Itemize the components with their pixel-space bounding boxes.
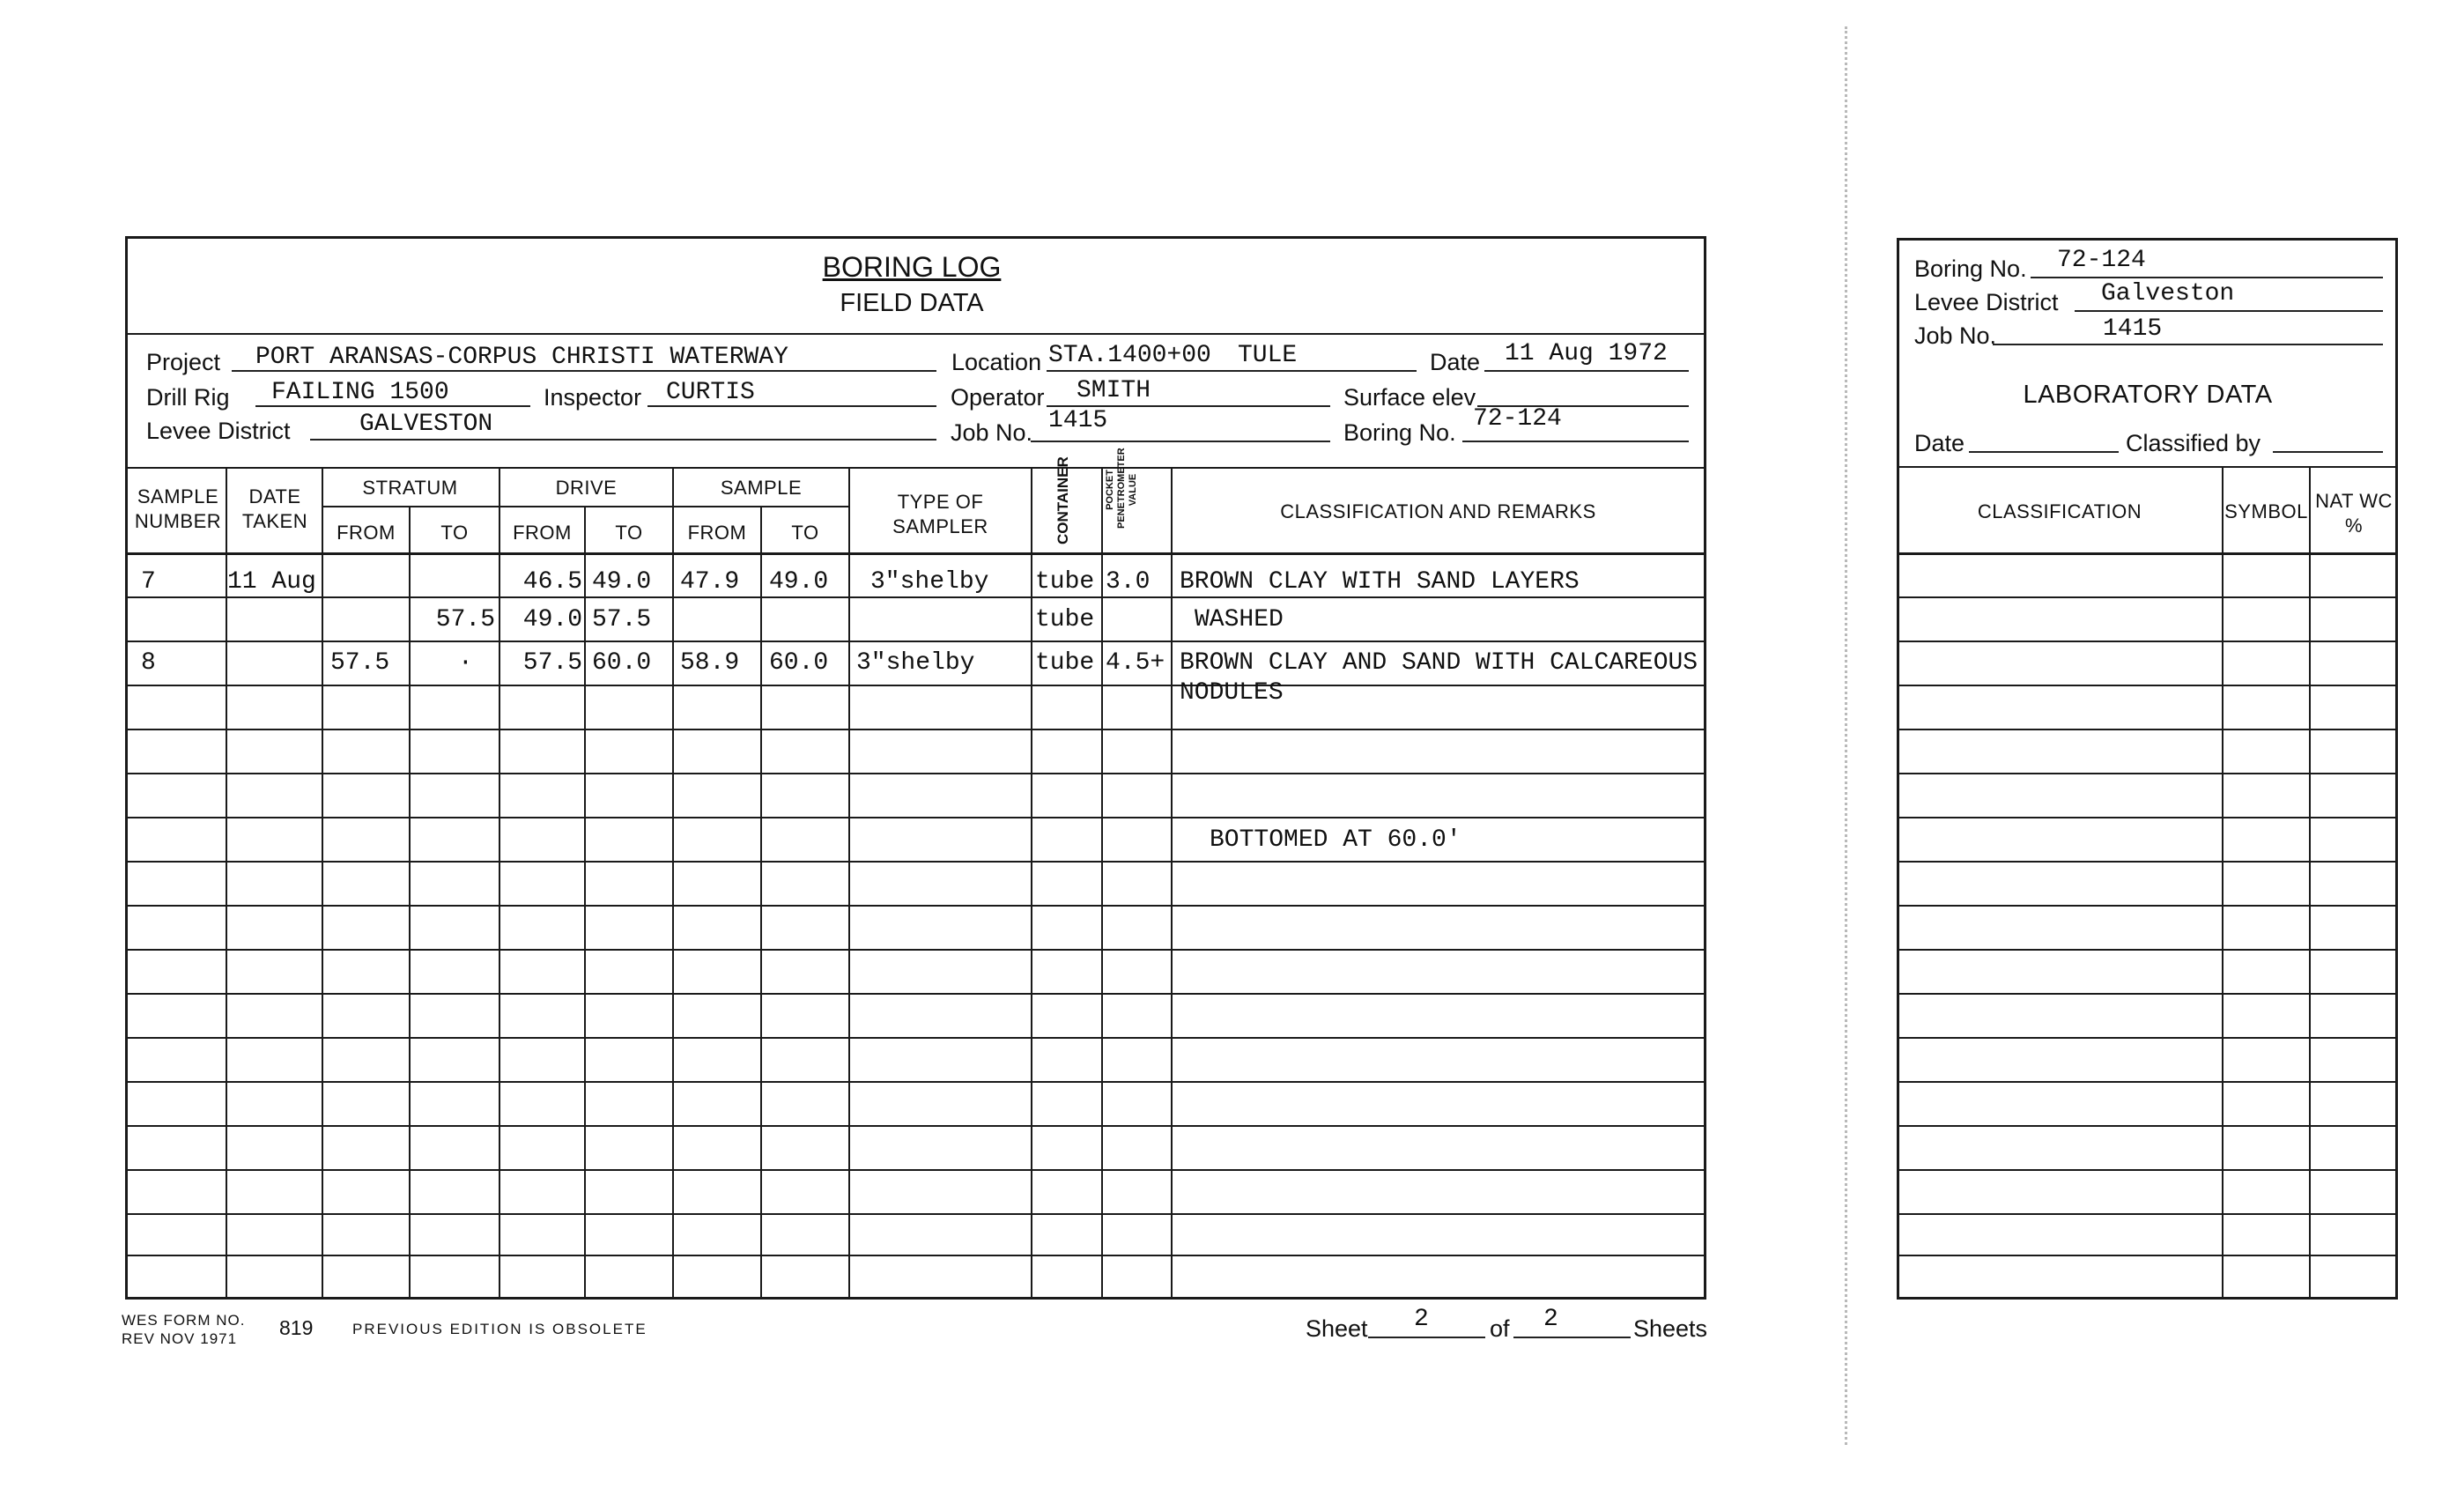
col-date-taken: DATE TAKEN: [241, 485, 308, 532]
col-stratum-to: TO: [440, 522, 469, 544]
perforation-line: [1845, 26, 1847, 1445]
inspector-value: CURTIS: [666, 379, 755, 406]
cell-container: tube: [1035, 649, 1095, 677]
operator-label: Operator: [951, 384, 1045, 411]
form-title: BORING LOG: [822, 251, 1002, 283]
cell-sample-to: 60.0: [769, 649, 829, 677]
job-no-value: 1415: [1048, 407, 1108, 434]
col-sample: SAMPLE: [720, 477, 803, 499]
lab-title: LABORATORY DATA: [2023, 381, 2273, 409]
cell-stratum-to: ·: [458, 649, 473, 677]
col-sample-from: FROM: [687, 522, 747, 544]
col-pocket-penetrometer: POCKET PENETROMETER VALUE: [1105, 448, 1138, 529]
cell-remarks: BROWN CLAY WITH SAND LAYERS: [1180, 568, 1580, 596]
project-value: PORT ARANSAS-CORPUS CHRISTI WATERWAY: [255, 344, 788, 371]
lab-boring-no-label: Boring No.: [1914, 256, 2027, 282]
lab-job-no-value: 1415: [2103, 315, 2163, 343]
cell-stratum-to: 57.5: [435, 606, 495, 633]
of-label: of: [1490, 1315, 1510, 1342]
operator-value: SMITH: [1077, 377, 1151, 404]
location-value: STA.1400+00: [1048, 342, 1211, 369]
bottom-note: BOTTOMED AT 60.0': [1210, 826, 1461, 854]
col-sample-to: TO: [791, 522, 819, 544]
lab-boring-no-value: 72-124: [2057, 247, 2146, 274]
lab-classified-by-label: Classified by: [2126, 430, 2261, 456]
lab-col-symbol: SYMBOL: [2224, 500, 2308, 522]
col-drive: DRIVE: [555, 477, 618, 499]
remarks-continued: NODULES: [1180, 679, 1284, 707]
cell-pen-value: 4.5+: [1106, 649, 1165, 677]
inspector-label: Inspector: [544, 384, 642, 411]
col-stratum: STRATUM: [362, 477, 458, 499]
levee-district-label: Levee District: [146, 418, 291, 444]
col-classification-remarks: CLASSIFICATION AND REMARKS: [1280, 500, 1596, 522]
cell-pen-value: 3.0: [1106, 568, 1151, 596]
levee-district-value: GALVESTON: [359, 411, 493, 438]
date-value: 11 Aug 1972: [1505, 340, 1668, 367]
col-container: CONTAINER: [1054, 456, 1071, 544]
sheet-label: Sheet: [1306, 1315, 1368, 1342]
cell-sample-from: 47.9: [680, 568, 740, 596]
cell-remarks: WASHED: [1195, 606, 1284, 633]
cell-drive-from: 46.5: [522, 568, 582, 596]
cell-drive-from: 57.5: [522, 649, 582, 677]
cell-remarks: BROWN CLAY AND SAND WITH CALCAREOUS: [1180, 649, 1698, 677]
location-label: Location: [951, 349, 1042, 375]
lab-col-classification: CLASSIFICATION: [1977, 500, 2142, 522]
form-number-block: [122, 1311, 245, 1348]
cell-stratum-from: 57.5: [330, 649, 390, 677]
previous-edition-note: PREVIOUS EDITION IS OBSOLETE: [352, 1321, 647, 1337]
cell-sample-no: 7: [141, 568, 156, 596]
cell-drive-to: 57.5: [592, 606, 652, 633]
form-no-label: WES FORM NO.: [122, 1312, 246, 1329]
cell-container: tube: [1035, 568, 1095, 596]
job-no-label: Job No.: [951, 419, 1033, 446]
cell-sample-to: 49.0: [769, 568, 829, 596]
form-number: 819: [279, 1316, 314, 1339]
cell-drive-to: 49.0: [592, 568, 652, 596]
cell-sample-no: 8: [141, 649, 156, 677]
cell-drive-from: 49.0: [522, 606, 582, 633]
lab-levee-district-value: Galveston: [2101, 280, 2235, 307]
form-rev: REV NOV 1971: [122, 1330, 238, 1347]
col-drive-to: TO: [615, 522, 643, 544]
drill-rig-label: Drill Rig: [146, 384, 230, 411]
col-sample-number: SAMPLE NUMBER: [134, 485, 222, 532]
cell-date: 11 Aug: [227, 568, 316, 596]
sheet-number: 2: [1414, 1306, 1429, 1333]
cell-sampler: 3"shelby: [870, 568, 989, 596]
drill-rig-value: FAILING 1500: [271, 379, 449, 406]
surface-elev-label: Surface elev: [1343, 384, 1476, 411]
project-label: Project: [146, 349, 221, 375]
location-extra: TULE: [1238, 342, 1298, 369]
date-label: Date: [1430, 349, 1481, 375]
lab-job-no-label: Job No.: [1914, 322, 1997, 349]
col-stratum-from: FROM: [337, 522, 396, 544]
lab-date-label: Date: [1914, 430, 1965, 456]
lab-col-nat-wc: NAT WC %: [2315, 490, 2393, 537]
cell-container: tube: [1035, 606, 1095, 633]
cell-drive-to: 60.0: [592, 649, 652, 677]
cell-sample-from: 58.9: [680, 649, 740, 677]
col-type-of-sampler: TYPE OF SAMPLER: [892, 491, 988, 537]
lab-levee-district-label: Levee District: [1914, 289, 2059, 315]
boring-no-label: Boring No.: [1343, 419, 1456, 446]
form-subtitle: FIELD DATA: [840, 289, 984, 317]
sheet-total: 2: [1543, 1306, 1558, 1333]
boring-no-value: 72-124: [1473, 405, 1562, 433]
cell-sampler: 3"shelby: [856, 649, 975, 677]
col-drive-from: FROM: [513, 522, 572, 544]
sheets-label: Sheets: [1633, 1315, 1708, 1342]
